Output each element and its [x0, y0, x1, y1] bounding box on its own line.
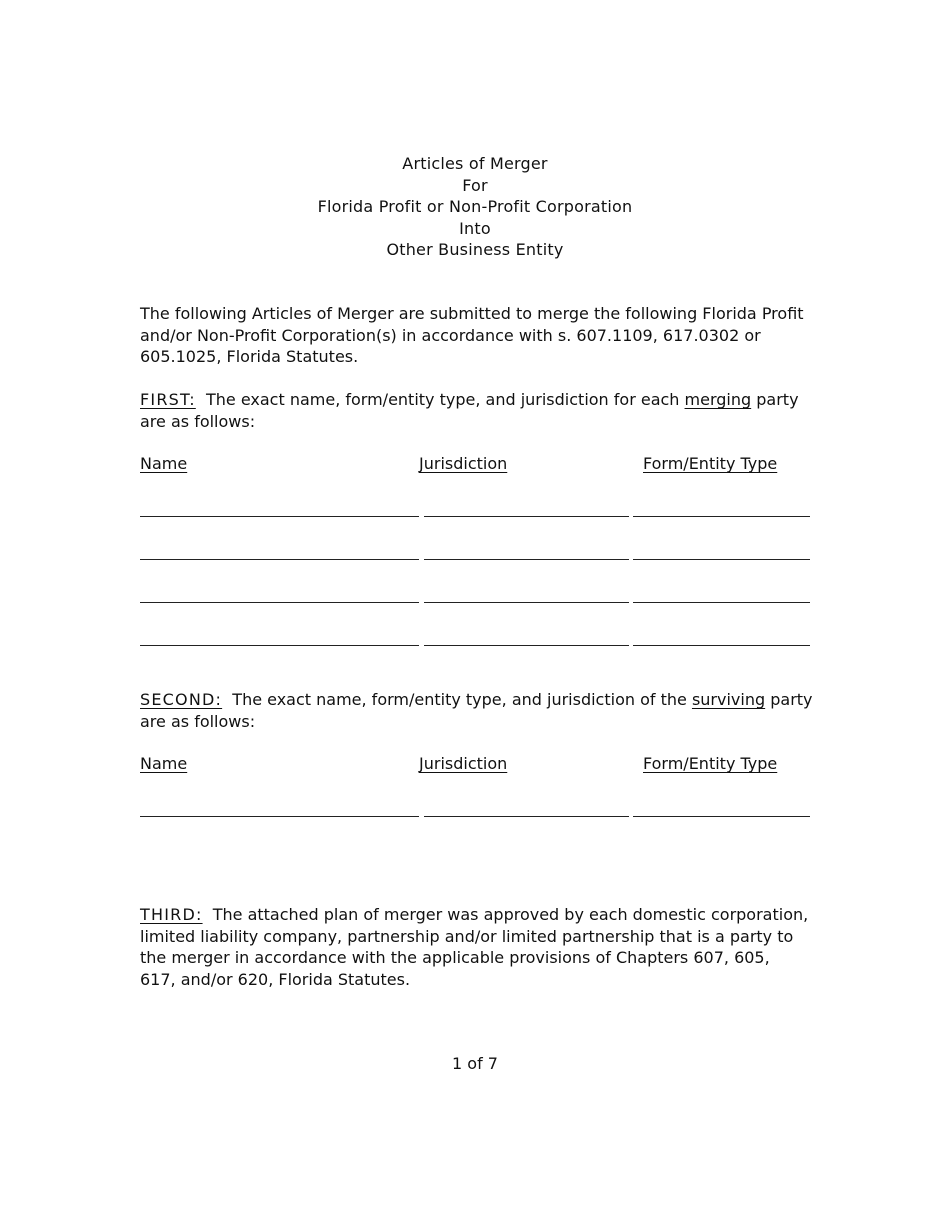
first-col-form-header: Form/Entity Type	[643, 454, 778, 473]
first-row-4-jurisdiction-field[interactable]	[424, 645, 629, 646]
second-emphasis: surviving	[691, 690, 766, 709]
second-label: SECOND:	[140, 690, 223, 709]
title-line-1: Articles of Merger	[402, 154, 548, 173]
first-row-2-jurisdiction-field[interactable]	[424, 559, 629, 560]
first-text-after: party are as follows:	[140, 390, 799, 431]
third-section-text	[140, 904, 810, 990]
second-col-jurisdiction-header: Jurisdiction	[419, 754, 508, 773]
second-section-text	[140, 689, 820, 732]
first-row-1-form-field[interactable]	[633, 516, 810, 517]
first-col-name-header: Name	[140, 454, 188, 473]
first-row-3-jurisdiction-field[interactable]	[424, 602, 629, 603]
title-line-4: Into	[459, 218, 491, 238]
first-row-4-name-field[interactable]	[140, 645, 419, 646]
second-text-before: The exact name, form/entity type, and jurisdiction of the	[232, 690, 687, 709]
first-row-1-jurisdiction-field[interactable]	[424, 516, 629, 517]
title-line-5: Other Business Entity	[386, 240, 564, 260]
second-row-1-jurisdiction-field[interactable]	[424, 816, 629, 817]
second-row-1-name-field[interactable]	[140, 816, 419, 817]
first-emphasis: merging	[684, 390, 752, 409]
third-text: The attached plan of merger was approved by each domestic corporation, limited liability company, partnership and/or limited partnership that is a party to the merger in accordance with the applicable provisions of Chapters 607, 605, 617, and/or 620, Florida Statutes.	[140, 905, 809, 989]
intro-paragraph: The following Articles of Merger are submitted to merge the following Florida Profit and/or Non-Profit Corporation(s) in accordance with s. 607.1109, 617.0302 or 605.1025, Florida Statutes.	[140, 304, 804, 366]
document-title	[0, 153, 950, 261]
second-col-form-header: Form/Entity Type	[643, 754, 778, 773]
page-number: 1 of 7	[452, 1054, 498, 1073]
first-row-4-form-field[interactable]	[633, 645, 810, 646]
first-row-1-name-field[interactable]	[140, 516, 419, 517]
first-row-2-name-field[interactable]	[140, 559, 419, 560]
third-label: THIRD:	[140, 905, 203, 924]
first-label: FIRST:	[140, 390, 196, 409]
first-section-text	[140, 389, 820, 432]
second-text-after: party are as follows:	[140, 690, 813, 731]
second-col-name-header: Name	[140, 754, 188, 773]
first-col-jurisdiction-header: Jurisdiction	[419, 454, 508, 473]
second-row-1-form-field[interactable]	[633, 816, 810, 817]
title-line-2: For	[462, 175, 488, 195]
first-row-2-form-field[interactable]	[633, 559, 810, 560]
first-text-before: The exact name, form/entity type, and jurisdiction for each	[205, 390, 680, 409]
first-row-3-form-field[interactable]	[633, 602, 810, 603]
title-line-3: Florida Profit or Non-Profit Corporation	[317, 197, 633, 217]
first-row-3-name-field[interactable]	[140, 602, 419, 603]
